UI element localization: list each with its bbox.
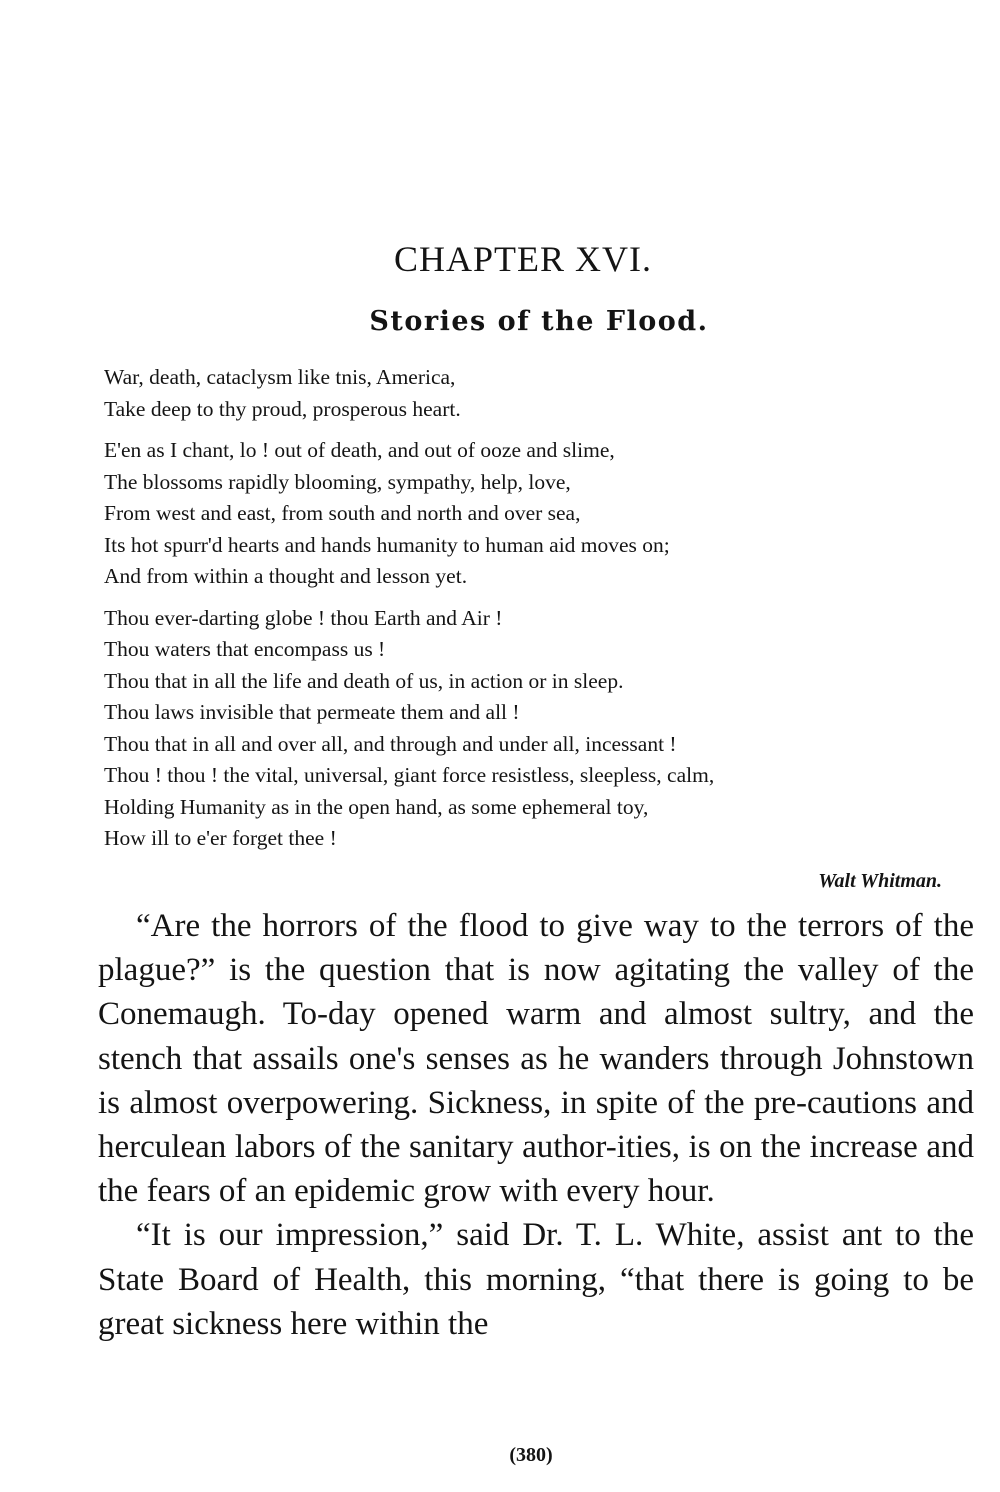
- poem-line: The blossoms rapidly blooming, sympathy, help, love,: [104, 469, 571, 494]
- poem-stanza-2: [104, 435, 964, 593]
- poem-line: Thou laws invisible that permeate them and all !: [104, 700, 520, 724]
- poem-line: E'en as I chant, lo ! out of death, and out of ooze and slime,: [104, 438, 615, 462]
- poem-line: From west and east, from south and north and over sea,: [104, 501, 581, 525]
- chapter-subtitle: Stories of the Flood.: [369, 306, 709, 337]
- poem-line: Holding Humanity as in the open hand, as some ephemeral toy,: [104, 794, 649, 819]
- poem-epigraph: [104, 362, 964, 865]
- page-number: (380): [509, 1444, 553, 1466]
- poem-line: Its hot spurr'd hearts and hands humanity to human aid moves on;: [104, 532, 670, 557]
- body-paragraph: “Are the horrors of the flood to give way to the terrors of the plague?” is the question that is now agitating the valley of the Conemaugh. To-day opened warm and almost sultry, and the stench that assails one's senses as he wanders through Johnstown is almost overpowering. Sickness, in spite of the pre-cautions and herculean labors of the sanitary author-ities, is on the increase and the fears of an epidemic grow with every hour.: [98, 908, 974, 1210]
- poem-line: Thou ever-darting globe ! thou Earth and Air !: [104, 605, 503, 630]
- poem-line: Thou ! thou ! the vital, universal, giant force resistless, sleepless, calm,: [104, 763, 715, 787]
- poem-line: Thou waters that encompass us !: [104, 637, 386, 661]
- poem-line: And from within a thought and lesson yet.: [104, 564, 468, 588]
- poem-attribution: Walt Whitman.: [818, 870, 942, 892]
- poem-stanza-1: [104, 362, 964, 425]
- poem-line: How ill to e'er forget thee !: [104, 826, 337, 850]
- poem-line: Thou that in all and over all, and through and under all, incessant !: [104, 731, 677, 756]
- poem-line: War, death, cataclysm like tnis, America,: [104, 365, 456, 389]
- poem-line: Take deep to thy proud, prosperous heart.: [104, 396, 461, 421]
- body-paragraph: “It is our impression,” said Dr. T. L. White, assist ant to the State Board of Health, this morning, “that there is going to be great sickness here within the: [98, 1217, 974, 1342]
- body-text: [98, 904, 974, 1346]
- chapter-title: CHAPTER XVI.: [393, 239, 652, 279]
- poem-stanza-3: [104, 603, 964, 855]
- poem-line: Thou that in all the life and death of us, in action or in sleep.: [104, 668, 624, 693]
